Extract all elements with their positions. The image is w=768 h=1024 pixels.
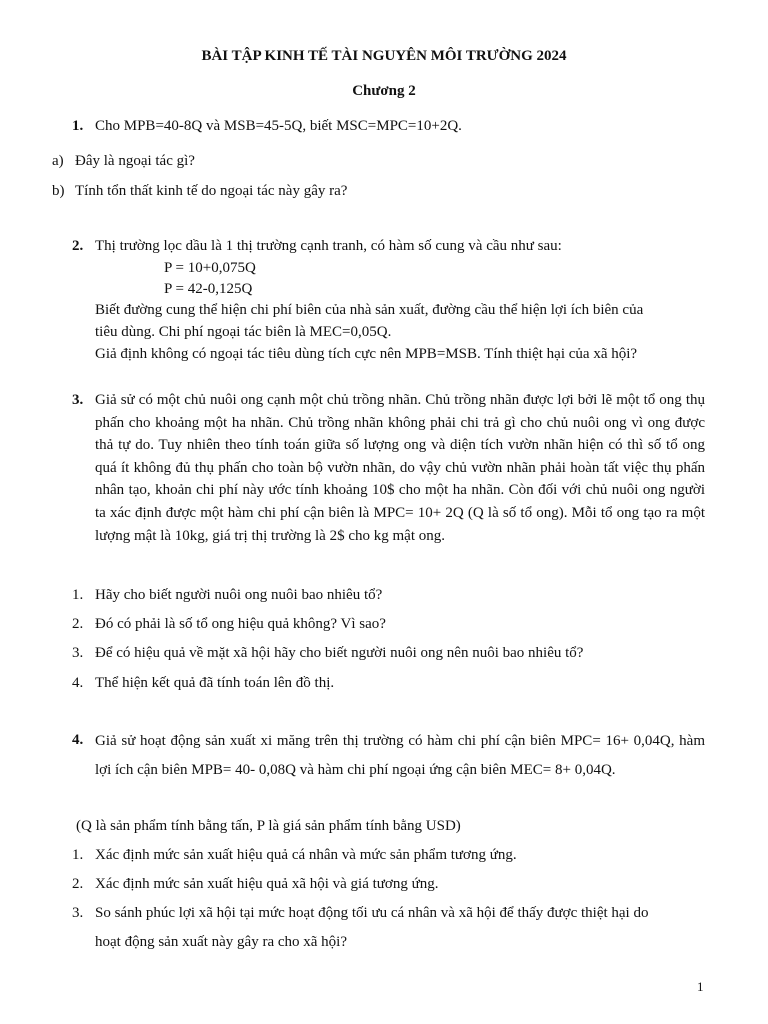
q1-b-marker: b) (52, 183, 65, 199)
q4-item-3-text: So sánh phúc lợi xã hội tại mức hoạt động tối ưu cá nhân và xã hội để thấy được thiệt hại do (95, 905, 649, 921)
q3-item-4-marker: 4. (72, 675, 84, 691)
q3-item-1-text: Hãy cho biết người nuôi ong nuôi bao nhiêu tổ? (95, 587, 383, 603)
chapter-heading: Chương 2 (352, 83, 416, 99)
q3-item-1-marker: 1. (72, 587, 84, 603)
q3-item-4-text: Thể hiện kết quả đã tính toán lên đồ thị. (95, 675, 335, 691)
q3-item-2-text: Đó có phải là số tổ ong hiệu quả không? Vì sao? (95, 616, 386, 632)
q3-item-3-marker: 3. (72, 645, 84, 661)
q3-number: 3. (72, 392, 84, 408)
q3-item-2-marker: 2. (72, 616, 84, 632)
q1-b-text: Tính tổn thất kinh tế do ngoại tác này gây ra? (75, 183, 348, 199)
q1-a-marker: a) (52, 153, 64, 169)
q2-text: Thị trường lọc dầu là 1 thị trường cạnh tranh, có hàm số cung và cầu như sau: (95, 238, 562, 254)
q1-number: 1. (72, 118, 84, 134)
q1-a-text: Đây là ngoại tác gì? (75, 153, 195, 169)
q4-note: (Q là sản phẩm tính bằng tấn, P là giá sản phẩm tính bằng USD) (76, 818, 461, 834)
q3-item-3-text: Để có hiệu quả về mặt xã hội hãy cho biết người nuôi ong nên nuôi bao nhiêu tổ? (95, 645, 584, 661)
q4-item-1-marker: 1. (72, 847, 84, 863)
q4-number: 4. (72, 732, 84, 748)
q2-equation-supply: P = 10+0,075Q (164, 260, 256, 276)
q4-paragraph: Giả sử hoạt động sản xuất xi măng trên thị trường có hàm chi phí cận biên MPC= 16+ 0,04Q, hàm lợi ích cận biên MPB= 40- 0,08Q và hàm chi phí ngoại ứng cận biên MEC= 8+ 0,04Q. (95, 733, 705, 778)
q4-item-3-marker: 3. (72, 905, 84, 921)
q1-text: Cho MPB=40-8Q và MSB=45-5Q, biết MSC=MPC=10+2Q. (95, 118, 462, 134)
q2-desc-line-2: tiêu dùng. Chi phí ngoại tác biên là MEC=0,05Q. (95, 324, 392, 340)
q3-paragraph: Giả sử có một chủ nuôi ong cạnh một chủ trồng nhãn. Chủ trồng nhãn được lợi bởi lẽ một tổ ong thụ phấn cho khoảng một ha nhãn. Chủ trồng nhãn không phải chi trả gì cho chủ nuôi ong vì ong được thả tự do. Tuy nhiên theo tính toán giữa số lượng ong và diện tích vườn nhãn hiện có thì số tổ ong quá ít không đủ thụ phấn cho toàn bộ vườn nhãn, do vậy chủ vườn nhãn phải hoàn tất việc thụ phấn nhân tạo, khoản chi phí này ước tính khoảng 10$ cho một ha nhãn. Còn đối với chủ nuôi ong người ta xác định được một hàm chi phí cận biên là MPC= 10+ 2Q (Q là số tổ ong). Mỗi tổ ong tạo ra một lượng mật là 10kg, giá trị thị trường là 2$ cho kg mật ong. (95, 392, 705, 544)
q2-equation-demand: P = 42-0,125Q (164, 281, 253, 297)
q2-desc-line-1: Biết đường cung thể hiện chi phí biên của nhà sản xuất, đường cầu thể hiện lợi ích biên của (95, 302, 644, 318)
document-title: BÀI TẬP KINH TẾ TÀI NGUYÊN MÔI TRƯỜNG 2024 (201, 48, 567, 64)
q2-desc-line-3: Giả định không có ngoại tác tiêu dùng tích cực nên MPB=MSB. Tính thiệt hại của xã hội? (95, 346, 638, 362)
q4-item-2-text: Xác định mức sản xuất hiệu quả xã hội và giá tương ứng. (95, 876, 439, 892)
q2-number: 2. (72, 238, 84, 254)
q4-item-3-continuation: hoạt động sản xuất này gây ra cho xã hội? (95, 934, 348, 950)
q4-item-1-text: Xác định mức sản xuất hiệu quả cá nhân và mức sản phẩm tương ứng. (95, 847, 517, 863)
q4-item-2-marker: 2. (72, 876, 84, 892)
page-number: 1 (697, 979, 704, 994)
